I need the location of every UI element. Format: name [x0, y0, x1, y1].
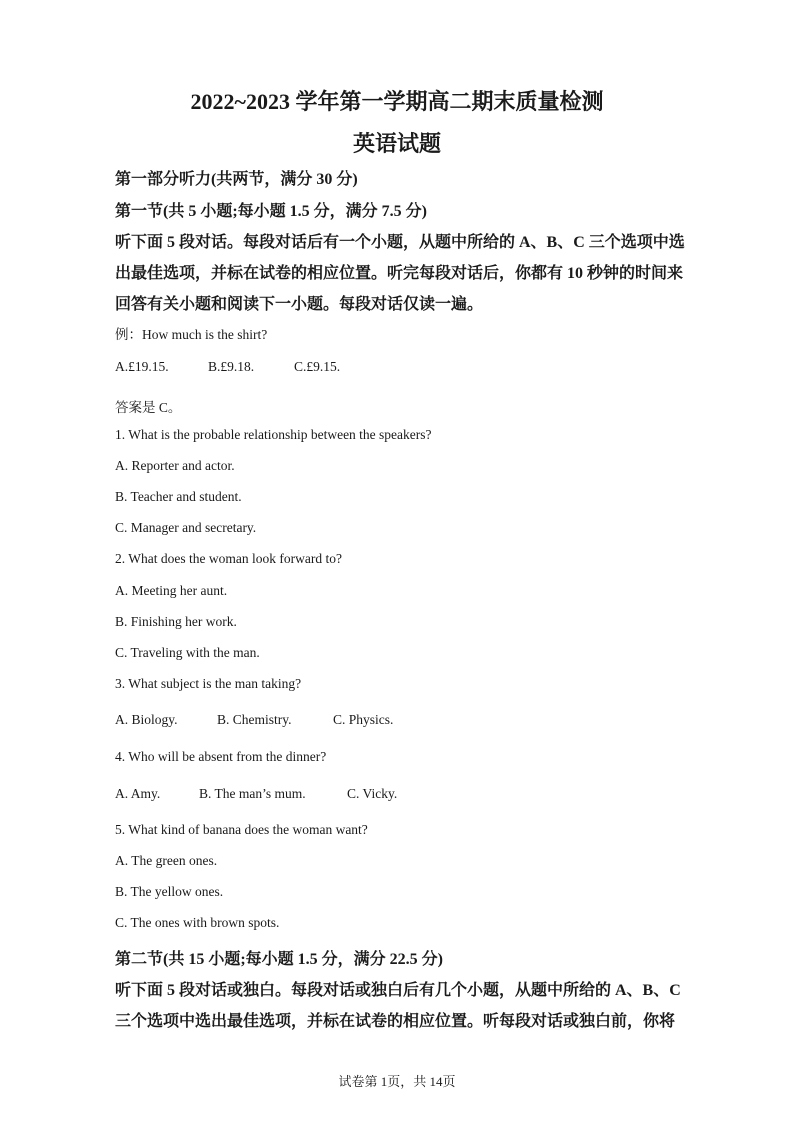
q2-option-b: B. Finishing her work.: [115, 614, 237, 629]
section1-heading: 第一节(共 5 小题;每小题 1.5 分，满分 7.5 分): [115, 203, 427, 220]
exam-title: 2022~2023 学年第一学期高二期末质量检测: [190, 89, 604, 114]
q1-option-c: C. Manager and secretary.: [115, 520, 257, 535]
q1-option-b: B. Teacher and student.: [115, 489, 242, 504]
option-c: C. Physics.: [333, 712, 394, 727]
question-1: 1. What is the probable relationship between the speakers?: [115, 427, 432, 442]
page-footer: 试卷第 1页，共 14页: [338, 1074, 456, 1089]
option-c: C.£9.15.: [294, 359, 341, 374]
q1-option-a: A. Reporter and actor.: [115, 458, 235, 473]
q2-option-a: A. Meeting her aunt.: [115, 583, 228, 598]
exam-subject: 英语试题: [352, 131, 441, 156]
option-a: A. Amy.: [115, 786, 161, 801]
q2-option-c: C. Traveling with the man.: [115, 645, 260, 660]
q5-option-b: B. The yellow ones.: [115, 884, 224, 899]
section1-instruction-line: 听下面 5 段对话。每段对话后有一个小题，从题中所给的 A、B、C 三个选项中选: [115, 234, 685, 251]
question-4: 4. Who will be absent from the dinner?: [115, 749, 327, 764]
option-a: A. Biology.: [115, 712, 178, 727]
example-answer: 答案是 C。: [115, 400, 182, 415]
option-c: C. Vicky.: [347, 786, 398, 801]
section1-instruction-line: 出最佳选项，并标在试卷的相应位置。听完每段对话后，你都有 10 秒钟的时间来: [115, 265, 684, 282]
section2-instruction-line: 听下面 5 段对话或独白。每段对话或独白后有几个小题，从题中所给的 A、B、C: [115, 982, 681, 999]
q3-options: [115, 712, 393, 728]
q5-option-c: C. The ones with brown spots.: [115, 915, 280, 930]
question-3: 3. What subject is the man taking?: [115, 676, 302, 691]
option-a: A.£19.15.: [115, 359, 169, 374]
q5-option-a: A. The green ones.: [115, 853, 218, 868]
part1-heading: 第一部分听力(共两节，满分 30 分): [115, 171, 358, 188]
option-b: B.£9.18.: [208, 359, 255, 374]
question-5: 5. What kind of banana does the woman want?: [115, 822, 368, 837]
question-2: 2. What does the woman look forward to?: [115, 551, 342, 566]
q4-options: [115, 786, 397, 802]
section2-instruction-line: 三个选项中选出最佳选项，并标在试卷的相应位置。听每段对话或独白前，你将: [115, 1013, 676, 1030]
example-question: 例：How much is the shirt?: [115, 327, 268, 342]
section2-heading: 第二节(共 15 小题;每小题 1.5 分，满分 22.5 分): [115, 951, 443, 968]
option-b: B. The man’s mum.: [199, 786, 306, 801]
section1-instruction-line: 回答有关小题和阅读下一小题。每段对话仅读一遍。: [115, 296, 484, 313]
example-options: [115, 359, 340, 375]
option-b: B. Chemistry.: [217, 712, 292, 727]
